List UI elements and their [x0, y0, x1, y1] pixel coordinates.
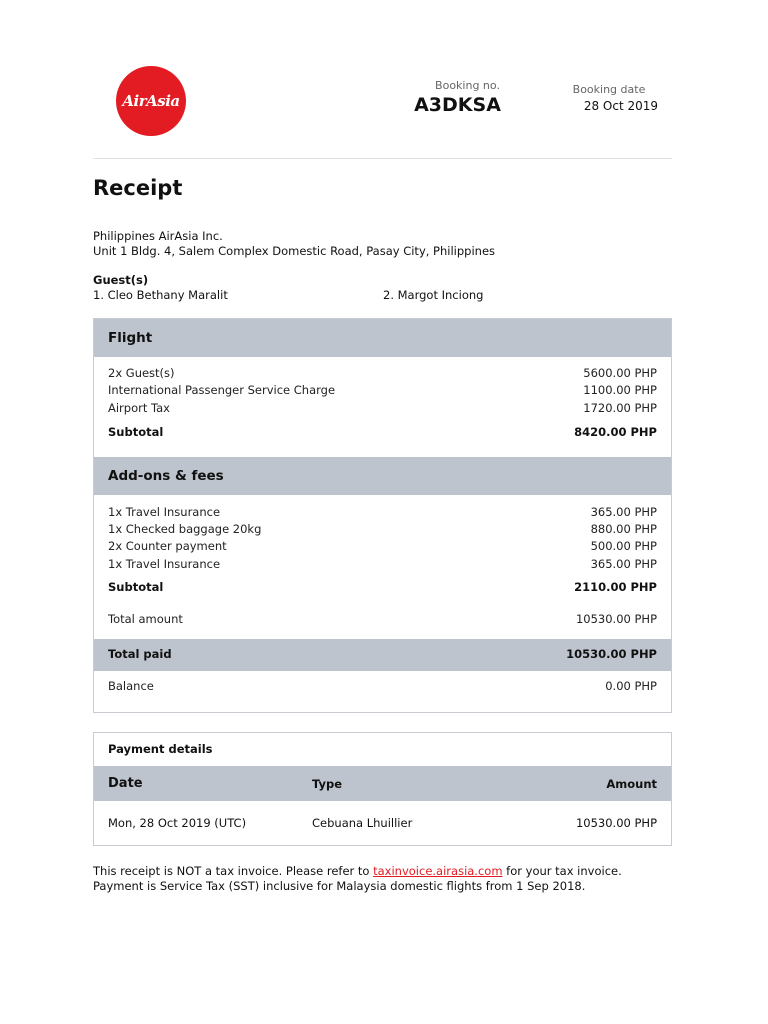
- flight-line-item: [108, 383, 657, 399]
- line-item-label: 2x Guest(s): [108, 366, 175, 380]
- tax-invoice-note: [93, 864, 693, 879]
- line-item-label: 2x Counter payment: [108, 539, 227, 553]
- addons-section-header: [94, 457, 671, 495]
- total-amount-value: 10530.00 PHP: [575, 612, 657, 626]
- addons-heading: Add-ons & fees: [108, 468, 224, 484]
- line-item-amount: 1100.00 PHP: [583, 383, 657, 397]
- line-item-amount: 5600.00 PHP: [583, 366, 657, 380]
- company-address: Unit 1 Bldg. 4, Salem Complex Domestic Road, Pasay City, Philippines: [93, 244, 496, 258]
- price-summary: [93, 318, 672, 713]
- flight-heading: Flight: [108, 330, 153, 346]
- addon-line-item: [108, 539, 657, 555]
- company-info: [93, 229, 495, 259]
- guest-name: 2. Margot Inciong: [383, 288, 484, 302]
- payment-details-title: Payment details: [108, 742, 213, 756]
- subtotal-label: Subtotal: [108, 425, 164, 439]
- header-divider: [93, 158, 672, 159]
- addons-subtotal-row: [108, 580, 657, 596]
- total-paid-row: [108, 647, 657, 663]
- flight-line-item: [108, 401, 657, 417]
- column-header-type: Type: [312, 777, 343, 791]
- total-paid-label: Total paid: [108, 647, 172, 661]
- tax-invoice-link[interactable]: taxinvoice.airasia.com: [373, 864, 503, 878]
- balance-value: 0.00 PHP: [605, 679, 657, 693]
- balance-row: [108, 679, 657, 695]
- line-item-amount: 1720.00 PHP: [583, 401, 657, 415]
- airasia-logo: [116, 66, 186, 136]
- subtotal-label: Subtotal: [108, 580, 164, 594]
- flight-subtotal-row: [108, 425, 657, 441]
- subtotal-amount: 2110.00 PHP: [574, 580, 657, 594]
- logo-text: AirAsia: [122, 92, 180, 110]
- total-amount-row: [108, 612, 657, 628]
- line-item-label: 1x Travel Insurance: [108, 557, 221, 571]
- line-item-label: 1x Travel Insurance: [108, 505, 221, 519]
- flight-line-item: [108, 366, 657, 382]
- balance-label: Balance: [108, 679, 154, 693]
- booking-date-label: Booking date: [572, 83, 646, 96]
- page-title: Receipt: [93, 176, 183, 200]
- payment-amount-cell: 10530.00 PHP: [575, 816, 657, 830]
- total-paid-value: 10530.00 PHP: [566, 647, 657, 661]
- total-amount-label: Total amount: [108, 612, 183, 626]
- column-header-date: Date: [108, 776, 143, 791]
- addon-line-item: [108, 557, 657, 573]
- company-name: Philippines AirAsia Inc.: [93, 229, 223, 243]
- line-item-label: Airport Tax: [108, 401, 170, 415]
- flight-section-header: [94, 319, 671, 357]
- column-header-amount: Amount: [606, 777, 657, 791]
- line-item-amount: 365.00 PHP: [590, 557, 657, 571]
- note-text: This receipt is NOT a tax invoice. Please refer to: [93, 864, 374, 878]
- payment-details: [93, 732, 672, 846]
- guests-label: Guest(s): [93, 273, 149, 287]
- payment-type-cell: Cebuana Lhuillier: [312, 816, 413, 830]
- line-item-label: 1x Checked baggage 20kg: [108, 522, 262, 536]
- sst-note: Payment is Service Tax (SST) inclusive for Malaysia domestic flights from 1 Sep 2018.: [93, 879, 586, 893]
- line-item-amount: 500.00 PHP: [590, 539, 657, 553]
- payment-date-cell: Mon, 28 Oct 2019 (UTC): [108, 816, 247, 830]
- addon-line-item: [108, 522, 657, 538]
- line-item-amount: 365.00 PHP: [590, 505, 657, 519]
- subtotal-amount: 8420.00 PHP: [574, 425, 657, 439]
- payment-table-header: [94, 766, 671, 801]
- booking-date: 28 Oct 2019: [583, 99, 658, 113]
- guest-name: 1. Cleo Bethany Maralit: [93, 288, 228, 302]
- booking-number: A3DKSA: [414, 94, 501, 116]
- line-item-amount: 880.00 PHP: [590, 522, 657, 536]
- footer-notes: [93, 864, 693, 894]
- note-text: for your tax invoice.: [502, 864, 622, 878]
- booking-number-label: Booking no.: [435, 79, 500, 92]
- line-item-label: International Passenger Service Charge: [108, 383, 336, 397]
- addon-line-item: [108, 505, 657, 521]
